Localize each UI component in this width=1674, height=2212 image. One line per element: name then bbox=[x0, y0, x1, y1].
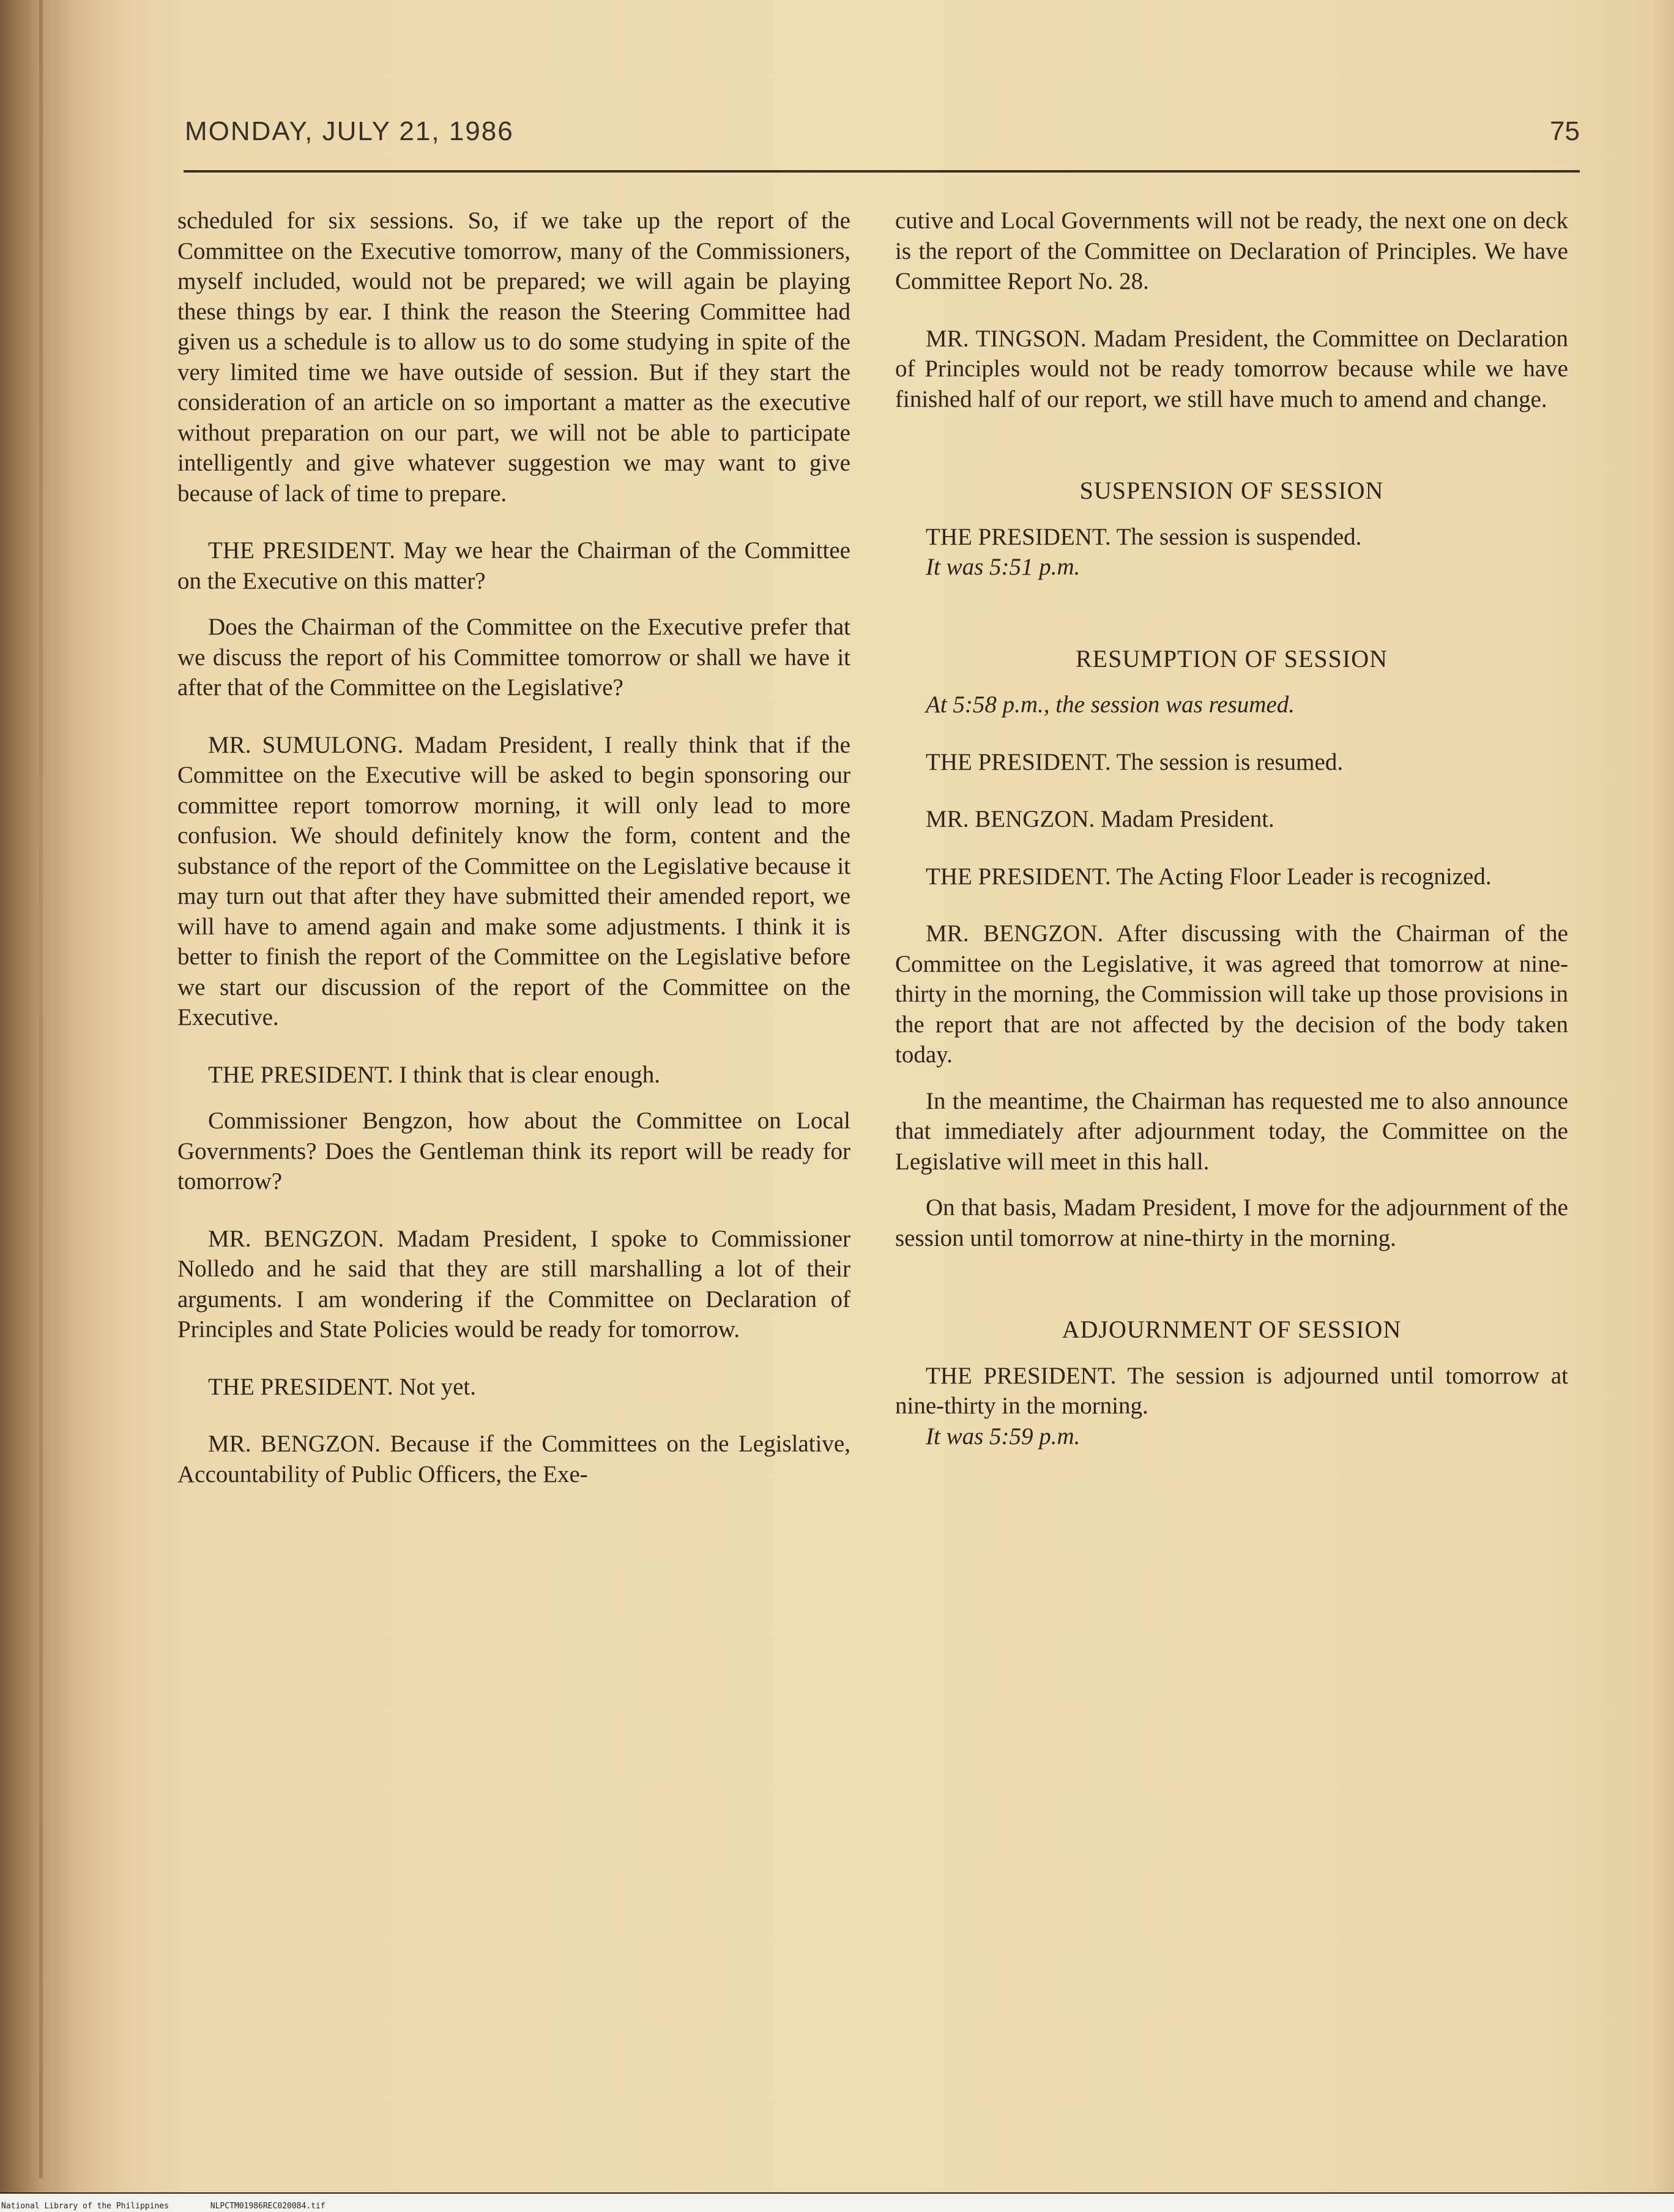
paragraph: Commissioner Bengzon, how about the Committee on Local Governments? Does the Gentleman think its report will be ready for tomorrow? bbox=[177, 1108, 850, 1194]
running-header bbox=[185, 116, 1580, 165]
book-gutter-shadow bbox=[39, 0, 43, 2178]
paragraph: MR. TINGSON. Madam President, the Committee on Declaration of Principles would not be ready tomorrow because while we have finished half of our report, we still have much to amend and change. bbox=[895, 325, 1568, 412]
scan-footer-bar bbox=[0, 2194, 1674, 2212]
section-heading-resumption: RESUMPTION OF SESSION bbox=[1076, 644, 1388, 672]
section-heading-adjournment: ADJOURNMENT OF SESSION bbox=[1062, 1316, 1402, 1343]
paragraph: THE PRESIDENT. The Acting Floor Leader is recognized. bbox=[926, 863, 1492, 890]
header-date: MONDAY, JULY 21, 1986 bbox=[185, 116, 514, 146]
header-rule bbox=[184, 170, 1580, 173]
right-column bbox=[895, 206, 1568, 1451]
paragraph: cutive and Local Governments will not be ready, the next one on deck is the report of the Committee on Declaration of Principles. We have Committee Report No. 28. bbox=[895, 207, 1568, 294]
scan-footer bbox=[1, 2201, 362, 2212]
paragraph: MR. BENGZON. Madam President. bbox=[926, 806, 1274, 832]
section-heading-suspension: SUSPENSION OF SESSION bbox=[1079, 477, 1384, 504]
scan-library-label: National Library of the Philippines bbox=[1, 2202, 169, 2211]
paragraph: THE PRESIDENT. The session is adjourned until tomorrow at nine-thirty in the morning. bbox=[895, 1362, 1568, 1419]
paragraph: MR. BENGZON. Because if the Committees on the Legislative, Accountability of Public Officers, the Exe- bbox=[177, 1431, 850, 1488]
paragraph: THE PRESIDENT. I think that is clear enough. bbox=[208, 1061, 661, 1088]
paragraph: In the meantime, the Chairman has requested me to also announce that immediately after adjournment today, the Committee on the Legislative will meet in this hall. bbox=[895, 1087, 1568, 1175]
paragraph: On that basis, Madam President, I move for the adjournment of the session until tomorrow at nine-thirty in the morning. bbox=[895, 1194, 1568, 1251]
paragraph: MR. SUMULONG. Madam President, I really think that if the Committee on the Executive will be asked to begin sponsoring our committee report tomorrow morning, it will only lead to more confusion. We should definitely know the form, content and the substance of the report of the Committee on the Legislative because it may turn out that after they have submitted their amended report, we will have to amend again and make some adjustments. I think it is better to finish the report of the Committee on the Legislative before we start our discussion of the report of the Committee on the Executive. bbox=[177, 731, 850, 1030]
paragraph: THE PRESIDENT. Not yet. bbox=[208, 1373, 476, 1400]
paragraph: MR. BENGZON. Madam President, I spoke to Commissioner Nolledo and he said that they are still marshalling a lot of their arguments. I am wondering if the Committee on Declaration of Principles and State Policies would be ready for tomorrow. bbox=[177, 1225, 850, 1342]
paragraph: THE PRESIDENT. May we hear the Chairman of the Committee on the Executive on this matter? bbox=[177, 537, 850, 594]
paragraph: Does the Chairman of the Committee on the Executive prefer that we discuss the report of his Committee tomorrow or shall we have it after that of the Committee on the Legislative? bbox=[177, 614, 850, 701]
time-note: It was 5:51 p.m. bbox=[926, 554, 1081, 580]
paragraph: THE PRESIDENT. The session is suspended. bbox=[926, 523, 1362, 550]
time-note: At 5:58 p.m., the session was resumed. bbox=[926, 691, 1295, 718]
page-number: 75 bbox=[1550, 116, 1580, 146]
left-column bbox=[177, 206, 850, 1489]
time-note: It was 5:59 p.m. bbox=[926, 1423, 1081, 1450]
paragraph: scheduled for six sessions. So, if we take up the report of the Committee on the Executive tomorrow, many of the Commissioners, myself included, would not be prepared; we will again be playing these things by ear. I think the reason the Steering Committee had given us a schedule is to allow us to do some studying in spite of the very limited time we have outside of session. But if they start the consideration of an article on so important a matter as the executive without preparation on our part, we will not be able to participate intelligently and give whatever suggestion we may want to give because of lack of time to prepare. bbox=[177, 207, 850, 507]
scan-file-label: NLPCTM01986REC020084.tif bbox=[210, 2202, 326, 2211]
paragraph: MR. BENGZON. After discussing with the Chairman of the Committee on the Legislative, it was agreed that tomorrow at nine-thirty in the morning, the Commission will take up those provisions in the report that are not affected by the decision of the body taken today. bbox=[895, 920, 1568, 1068]
paragraph: THE PRESIDENT. The session is resumed. bbox=[926, 748, 1344, 775]
